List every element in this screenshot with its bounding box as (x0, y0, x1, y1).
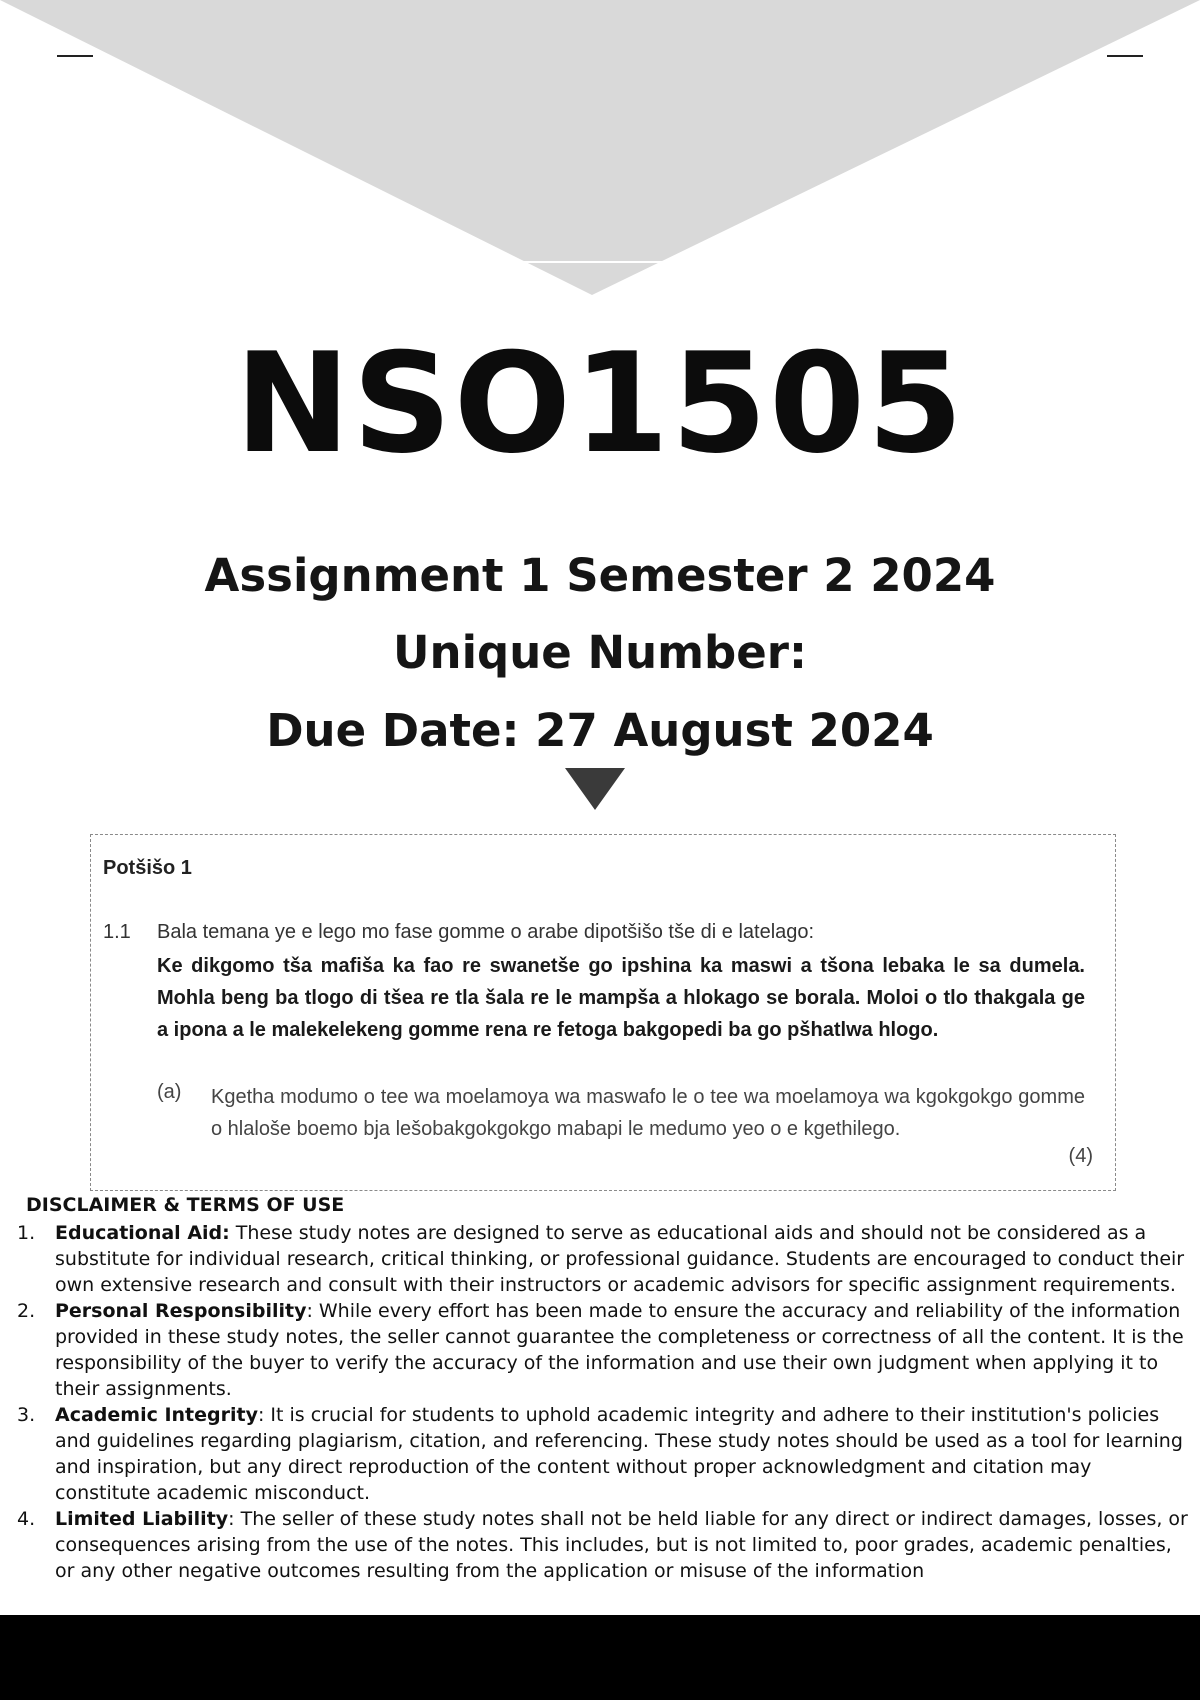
header-chevron-graphic (0, 0, 1200, 300)
question-number: 1.1 (103, 921, 131, 943)
disclaimer-item-number: 3. (17, 1404, 36, 1426)
disclaimer-item-title: Limited Liability (55, 1508, 229, 1530)
question-passage: Ke dikgomo tša mafiša ka fao re swanetše go ipshina ka maswi a tšona lebaka le sa dumela. Mohla beng ba tlogo di tšea re tla šala re le mampša a hlokago se borala. Moloi o tlo thakgala ge a ipona a le malekelekeng gomme rena re fetoga bakgopedi ba go pšhatlwa hlogo. (157, 955, 1085, 1041)
sub-question-text: Kgetha modumo o tee wa moelamoya wa maswafo le o tee wa moelamoya wa kgokgokgo gomme o hlaloše boemo bja lešobakgokgokgo mabapi le medumo yeo o e kgethilego. (211, 1086, 1085, 1140)
disclaimer-item-text: These study notes are designed to serve as educational aids and should not be considered as a substitute for individual research, critical thinking, or professional guidance. Students are encouraged to conduct their own extensive research and consult with their instructors or academic advisors for specific assignment requirements. (55, 1222, 1185, 1296)
assignment-semester-line: Assignment 1 Semester 2 2024 (204, 549, 996, 602)
disclaimer-item-number: 1. (17, 1222, 36, 1244)
unique-number-line: Unique Number: (393, 626, 807, 679)
disclaimer-item (0, 1220, 1200, 1298)
question-excerpt-box (90, 834, 1116, 1191)
disclaimer-item-text: : While every effort has been made to ensure the accuracy and reliability of the information provided in these study notes, the seller cannot guarantee the completeness or correctness of all the content. It is the responsibility of the buyer to verify the accuracy of the information and use their own judgment when applying it to their assignments. (55, 1300, 1184, 1400)
sub-question-letter: (a) (157, 1081, 182, 1103)
disclaimer-item-title: Personal Responsibility (55, 1300, 307, 1322)
disclaimer-item-text: : The seller of these study notes shall not be held liable for any direct or indirect damages, losses, or consequences arising from the use of the notes. This includes, but is not limited to, poor grades, academic penalties, or any other negative outcomes resulting from the application or misuse of the information (55, 1508, 1188, 1582)
due-date-line: Due Date: 27 August 2024 (266, 704, 934, 757)
question-heading: Potšišo 1 (103, 857, 192, 879)
down-arrow-icon (565, 768, 625, 810)
disclaimer-title: DISCLAIMER & TERMS OF USE (26, 1194, 345, 1216)
corner-mark-left (57, 55, 93, 57)
course-code-title: NSO1505 (234, 323, 966, 484)
disclaimer-item (0, 1402, 1200, 1506)
question-instruction: Bala temana ye e lego mo fase gomme o arabe dipotšišo tše di e latelago: (157, 921, 815, 943)
disclaimer-list (0, 1220, 1200, 1584)
disclaimer-item-number: 4. (17, 1508, 36, 1530)
disclaimer-item-title: Academic Integrity (55, 1404, 258, 1426)
bottom-black-bar (0, 1615, 1200, 1700)
question-marks: (4) (1068, 1145, 1093, 1167)
corner-mark-right (1107, 55, 1143, 57)
disclaimer-item-number: 2. (17, 1300, 36, 1322)
disclaimer-item-text: : It is crucial for students to uphold academic integrity and adhere to their institution's policies and guidelines regarding plagiarism, citation, and referencing. These study notes should be used as a tool for learning and inspiration, but any direct reproduction of the content without proper acknowledgment and citation may constitute academic misconduct. (55, 1404, 1183, 1504)
disclaimer-item-title: Educational Aid: (55, 1222, 230, 1244)
disclaimer-item (0, 1298, 1200, 1402)
disclaimer-item (0, 1506, 1200, 1584)
